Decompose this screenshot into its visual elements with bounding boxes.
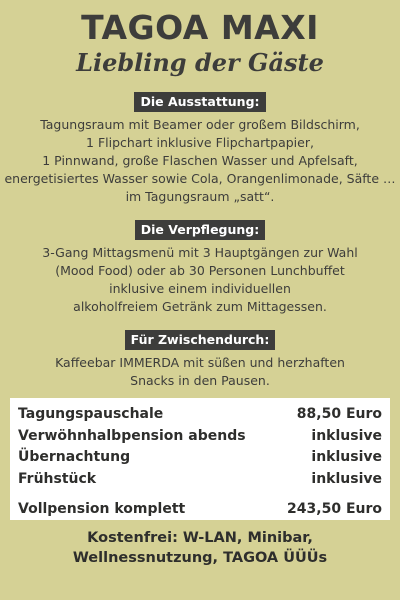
price-value: inklusive [311, 470, 382, 487]
price-total-value: 243,50 Euro [287, 501, 382, 517]
price-row [18, 404, 382, 426]
section-text-ausstattung [0, 116, 400, 206]
price-row [18, 469, 382, 491]
price-value: inklusive [311, 427, 382, 444]
footer-line: Wellnessnutzung, TAGOA ÜÜÜs [72, 550, 328, 566]
price-name: Übernachtung [18, 449, 131, 465]
page-subtitle: Liebling der Gäste [76, 48, 324, 77]
price-total-row [18, 499, 382, 521]
price-value: inklusive [311, 449, 382, 465]
price-total-name: Vollpension komplett [18, 501, 186, 517]
text-line: Tagungsraum mit Beamer oder großem Bildschirm, [40, 117, 360, 132]
section-heading-zwischendurch: Für Zwischendurch: [125, 330, 276, 350]
text-line: Kaffeebar IMMERDA mit süßen und herzhaften [55, 355, 345, 370]
section-text-zwischendurch [0, 354, 400, 390]
section-ausstattung [0, 92, 400, 206]
price-name: Verwöhnhalbpension abends [18, 427, 246, 444]
section-heading-verpflegung: Die Verpflegung: [135, 220, 266, 240]
price-value: 88,50 Euro [296, 406, 382, 422]
text-line: 1 Flipchart inklusive Flipchartpapier, [86, 135, 314, 150]
section-text-verpflegung [0, 244, 400, 316]
price-table [10, 398, 390, 520]
price-row [18, 426, 382, 448]
section-zwischendurch [0, 330, 400, 390]
text-line: (Mood Food) oder ab 30 Personen Lunchbuffet [55, 263, 345, 278]
text-line: energetisiertes Wasser sowie Cola, Orangenlimonade, Säfte … [4, 171, 396, 186]
price-row [18, 447, 382, 469]
footer-note [0, 528, 400, 568]
text-line: alkoholfreiem Getränk zum Mittagessen. [73, 299, 327, 314]
price-name: Tagungspauschale [18, 406, 164, 422]
text-line: inklusive einem individuellen [109, 281, 291, 296]
text-line: Snacks in den Pausen. [130, 373, 270, 388]
section-heading-ausstattung: Die Ausstattung: [134, 92, 265, 112]
price-name: Frühstück [18, 470, 97, 487]
text-line: 1 Pinnwand, große Flaschen Wasser und Apfelsaft, [42, 153, 358, 168]
section-verpflegung [0, 220, 400, 316]
text-line: 3-Gang Mittagsmenü mit 3 Hauptgängen zur Wahl [42, 245, 358, 260]
page-title: TAGOA MAXI [81, 8, 319, 47]
footer-line: Kostenfrei: W-LAN, Minibar, [87, 530, 313, 546]
text-line: im Tagungsraum „satt“. [125, 189, 275, 204]
